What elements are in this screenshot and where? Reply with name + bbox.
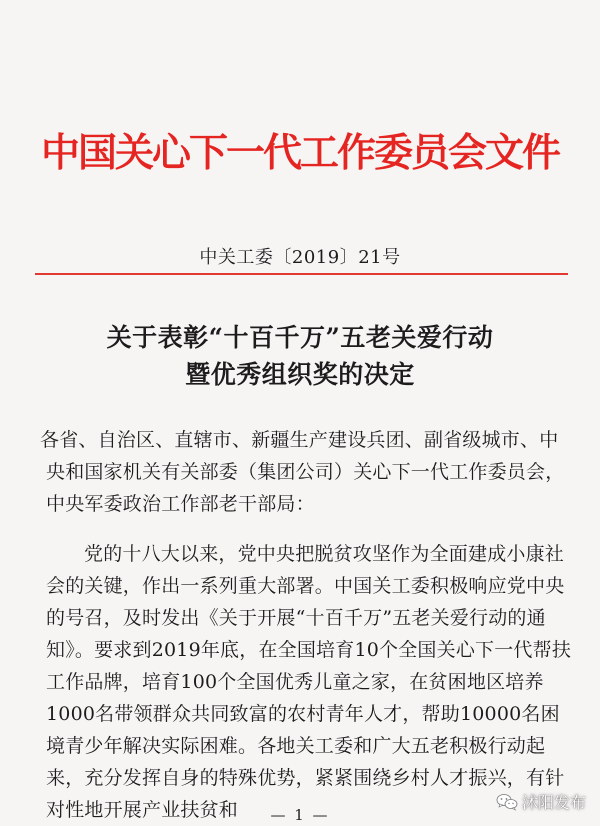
wechat-icon [496,793,518,811]
watermark-text: 沭阳发布 [521,793,586,812]
document-number: 中关工委〔2019〕21号 [199,247,401,268]
page-number: — 1 — [270,806,330,824]
addressee-paragraph: 各省、自治区、直辖市、新疆生产建设兵团、副省级城市、中央和国家机关有关部委（集团公司）关心下一代工作委员会，中央军委政治工作部老干部局： [40,429,565,515]
org-document-header: 中国关心下一代工作委员会文件 [40,130,559,176]
document-title-line-1: 关于表彰“十百千万”五老关爱行动 [106,323,494,352]
document-title-line-2: 暨优秀组织奖的决定 [185,360,415,389]
watermark [496,790,586,813]
body-paragraph: 党的十八大以来，党中央把脱贫攻坚作为全面建成小康社会的关键，作出一系列重大部署。中国关工委积极响应党中央的号召，及时发出《关于开展“十百千万”五老关爱行动的通知》。要求到2019年底，在全国培育10个全国关心下一代帮扶工作品牌，培育100个全国优秀儿童之家，在贫困地区培养1000名带领群众共同致富的农村青年人才，帮助10000名困境青少年解决实际困难。各地关工委和广大五老积极行动起来，充分发挥自身的特殊优势，紧紧围绕乡村人才振兴，有针对性地开展产业扶贫和 [46,543,572,821]
red-divider-line [35,273,568,275]
